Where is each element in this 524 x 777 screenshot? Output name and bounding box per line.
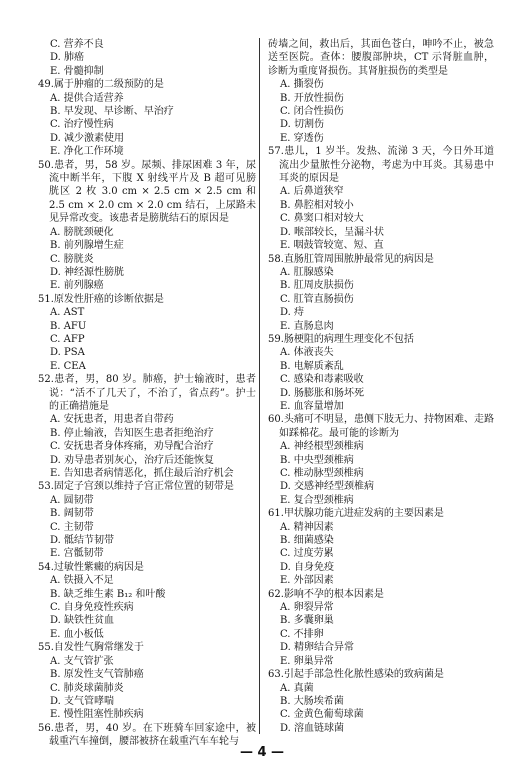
answer-option: A. AST bbox=[50, 307, 85, 319]
answer-option: B. 肛周皮肤损伤 bbox=[280, 280, 354, 292]
question-block bbox=[38, 159, 256, 293]
question-text: 影响不孕的根本因素是 bbox=[283, 588, 384, 600]
answer-option: B. 缺乏维生素 B₁₂ 和叶酸 bbox=[50, 588, 166, 600]
answer-option: A. 卵裂异常 bbox=[280, 602, 334, 614]
question-stem bbox=[38, 480, 256, 493]
answer-option: E. CEA bbox=[50, 360, 86, 372]
question-block bbox=[268, 333, 494, 413]
answer-option: C. 感染和毒素吸收 bbox=[280, 374, 364, 386]
question-stem bbox=[268, 588, 494, 601]
answer-option: E. 卵巢异常 bbox=[280, 655, 334, 667]
question-text: 患者，男，58 岁。尿频、排尿困难 3 年，尿流中断半年，下腹 X 射线平片及 B 超可见膀胱区 2 枚 3.0 cm × 2.5 cm × 2.5 cm 和 2.5 cm × 2.0 cm × 2.0 cm 结石，上尿路未见异常改变。该患者是膀胱结石的原因是 bbox=[49, 159, 256, 225]
answer-option: A. 真菌 bbox=[280, 682, 314, 694]
answer-option: D. 喉部较长，呈漏斗状 bbox=[280, 226, 385, 238]
answer-option: C. 过度劳累 bbox=[280, 548, 334, 560]
answer-option: C. 营养不良 bbox=[50, 39, 104, 50]
answer-option: E. 宫骶韧带 bbox=[50, 548, 104, 560]
answer-option: C. 肛管直肠损伤 bbox=[280, 293, 354, 305]
answer-option: C. 椎动脉型颈椎病 bbox=[280, 468, 364, 479]
answer-option: D. 溶血链球菌 bbox=[280, 722, 345, 734]
question-block bbox=[38, 641, 256, 721]
answer-option: A. 提供合适营养 bbox=[50, 92, 124, 104]
question-block bbox=[268, 413, 494, 507]
question-text: 患者，男，80 岁。肺癌，护士输液时，患者说：“活不了几天了，不治了，省点药”。护士的正确措施是 bbox=[49, 374, 256, 412]
question-block bbox=[38, 373, 256, 480]
answer-option: D. 缺铁性贫血 bbox=[50, 615, 115, 627]
answer-option: C. 膀胱炎 bbox=[50, 253, 94, 265]
answer-option: B. 多囊卵巢 bbox=[280, 615, 334, 627]
question-stem bbox=[268, 145, 494, 185]
question-text: 过敏性紫癜的病因是 bbox=[53, 561, 144, 573]
answer-option: E. 咽鼓管较宽、短、直 bbox=[280, 240, 384, 252]
question-number: 54. bbox=[38, 561, 54, 573]
answer-option: B. 停止输液，告知医生患者拒绝治疗 bbox=[50, 427, 214, 439]
answer-option: B. 大肠埃希菌 bbox=[280, 695, 344, 707]
answer-option: E. 血容量增加 bbox=[280, 400, 344, 412]
answer-option: E. 净化工作环境 bbox=[50, 146, 124, 158]
question-block bbox=[38, 480, 256, 560]
answer-option: D. 精卵结合异常 bbox=[280, 642, 355, 654]
question-stem bbox=[38, 159, 256, 226]
question-block bbox=[268, 145, 494, 252]
question-stem bbox=[38, 561, 256, 574]
answer-option: D. 减少激素使用 bbox=[50, 132, 125, 144]
answer-option: A. 铁摄入不足 bbox=[50, 575, 114, 587]
question-stem bbox=[38, 78, 256, 91]
answer-option: C. 金黄色葡萄球菌 bbox=[280, 709, 364, 721]
question-text: 肠梗阻的病理生理变化不包括 bbox=[283, 333, 414, 345]
answer-option: C. AFP bbox=[50, 333, 85, 345]
column-divider bbox=[259, 38, 260, 734]
answer-option: E. 血小板低 bbox=[50, 628, 104, 640]
answer-option: B. 开放性损伤 bbox=[280, 92, 344, 104]
answer-option: A. 圆韧带 bbox=[50, 494, 94, 506]
answer-option: D. 痔 bbox=[280, 307, 305, 319]
question-block bbox=[268, 588, 494, 668]
question-number: 61. bbox=[268, 508, 284, 520]
question-text: 引起手部急性化脓性感染的致病菌是 bbox=[283, 669, 444, 681]
answer-option: A. 精神因素 bbox=[280, 521, 334, 533]
question-text: 头痛可不明显，患侧下肢无力、持物困难、走路如踩棉花。最可能的诊断为 bbox=[279, 414, 494, 439]
answer-option: E. 外部因素 bbox=[280, 575, 334, 587]
answer-option: D. 自身免疫 bbox=[280, 561, 335, 573]
answer-option: A. 体液丧失 bbox=[280, 347, 334, 359]
question-number: 58. bbox=[268, 253, 284, 265]
answer-option: E. 穿透伤 bbox=[280, 132, 324, 144]
question-stem bbox=[38, 641, 256, 654]
answer-option: E. 前列腺癌 bbox=[50, 280, 104, 292]
question-text: 甲状腺功能亢进症发病的主要因素是 bbox=[283, 508, 444, 520]
question-number: 49. bbox=[38, 79, 54, 91]
question-continuation: 砖墙之间，救出后，其面色苍白，呻吟不止，被急送至医院。查体：腰腹部肿块，CT 示肾脏血肿，诊断为重度肾损伤。其肾脏损伤的类型是 bbox=[268, 39, 494, 77]
answer-option: D. 切割伤 bbox=[280, 119, 325, 131]
answer-option: B. 早发现、早诊断、早治疗 bbox=[50, 106, 174, 118]
answer-option: E. 直肠息肉 bbox=[280, 320, 334, 332]
answer-option: E. 骨髓抑制 bbox=[50, 65, 104, 77]
right-column bbox=[268, 38, 494, 735]
question-block bbox=[268, 253, 494, 333]
answer-option: C. 鼻窦口相对较大 bbox=[280, 213, 364, 225]
answer-option: A. 后鼻道狭窄 bbox=[280, 186, 344, 198]
answer-option: C. 安抚患者身体疼痛，劝导配合治疗 bbox=[50, 441, 214, 453]
answer-option: B. 阔韧带 bbox=[50, 508, 94, 520]
answer-option: B. 细菌感染 bbox=[280, 535, 334, 547]
answer-option: A. 撕裂伤 bbox=[280, 79, 324, 91]
answer-option: C. 肺炎球菌肺炎 bbox=[50, 682, 124, 694]
question-stem bbox=[268, 507, 494, 520]
question-stem bbox=[268, 333, 494, 346]
answer-option: C. 主韧带 bbox=[50, 521, 94, 533]
left-column bbox=[38, 38, 256, 749]
question-text: 直肠肛管周围脓肿最常见的病因是 bbox=[283, 253, 434, 265]
answer-option: C. 不排卵 bbox=[280, 628, 324, 640]
answer-option: A. 支气管扩张 bbox=[50, 655, 114, 667]
question-number: 51. bbox=[38, 293, 54, 305]
question-text: 患儿，1 岁半。发热、流涕 3 天，今日外耳道流出少量脓性分泌物，考虑为中耳炎。其易患中耳炎的原因是 bbox=[279, 146, 494, 185]
answer-option: D. 劝导患者别灰心，治疗后还能恢复 bbox=[50, 454, 215, 466]
question-text: 自发性气胸常继发于 bbox=[53, 642, 144, 654]
answer-option: E. 复合型颈椎病 bbox=[280, 494, 354, 506]
question-block bbox=[38, 78, 256, 158]
answer-option: D. 骶结节韧带 bbox=[50, 535, 115, 547]
answer-option: D. 肺癌 bbox=[50, 52, 85, 64]
question-text: 患者，男，40 岁。在下班骑车回家途中，被载重汽车撞倒，腰部被挤在载重汽车车轮与 bbox=[49, 722, 256, 748]
answer-option: D. 神经源性膀胱 bbox=[50, 266, 125, 278]
answer-option: D. 肠膨胀和肠坏死 bbox=[280, 387, 365, 399]
question-text: 固定子宫颈以维持子宫正常位置的韧带是 bbox=[53, 481, 234, 493]
answer-option: B. 原发性支气管肺癌 bbox=[50, 669, 144, 681]
question-number: 63. bbox=[268, 669, 284, 681]
answer-option: A. 神经根型颈椎病 bbox=[280, 441, 364, 453]
answer-option: C. 自身免疫性疾病 bbox=[50, 602, 134, 614]
question-number: 62. bbox=[268, 588, 284, 600]
question-block bbox=[38, 561, 256, 641]
answer-option: B. 电解质紊乱 bbox=[280, 360, 344, 372]
question-stem bbox=[268, 253, 494, 266]
question-stem bbox=[38, 373, 256, 413]
answer-option: C. 治疗慢性病 bbox=[50, 119, 114, 131]
answer-option: B. 鼻腔相对较小 bbox=[280, 199, 354, 211]
answer-option: A. 安抚患者，用患者自带药 bbox=[50, 414, 174, 426]
answer-option: B. AFU bbox=[50, 320, 87, 332]
question-stem bbox=[268, 668, 494, 681]
question-number: 52. bbox=[38, 374, 54, 386]
answer-option: D. 交感神经型颈椎病 bbox=[280, 481, 375, 493]
answer-option: B. 前列腺增生症 bbox=[50, 240, 124, 252]
question-block bbox=[38, 293, 256, 373]
answer-option: E. 告知患者病情恶化，抓住最后治疗机会 bbox=[50, 468, 234, 479]
question-stem bbox=[268, 413, 494, 440]
answer-option: A. 肛腺感染 bbox=[280, 266, 334, 278]
question-number: 57. bbox=[268, 146, 284, 158]
question-number: 55. bbox=[38, 642, 54, 654]
question-text: 属于肿瘤的二级预防的是 bbox=[53, 79, 164, 91]
page-number: — 4 — bbox=[239, 745, 285, 760]
question-block bbox=[268, 668, 494, 735]
question-number: 56. bbox=[38, 722, 54, 734]
answer-option: B. 中央型颈椎病 bbox=[280, 454, 354, 466]
answer-option: D. PSA bbox=[50, 347, 85, 359]
question-text: 原发性肝癌的诊断依据是 bbox=[53, 293, 164, 305]
question-number: 53. bbox=[38, 481, 54, 493]
answer-option: C. 闭合性损伤 bbox=[280, 106, 344, 118]
question-number: 59. bbox=[268, 333, 284, 345]
question-block bbox=[268, 507, 494, 587]
answer-option: A. 膀胱颈硬化 bbox=[50, 226, 114, 238]
answer-option: D. 支气管哮喘 bbox=[50, 695, 115, 707]
question-number: 50. bbox=[38, 159, 54, 171]
question-number: 60. bbox=[268, 414, 284, 426]
question-stem bbox=[38, 293, 256, 306]
answer-option: E. 慢性阻塞性肺疾病 bbox=[50, 709, 144, 721]
